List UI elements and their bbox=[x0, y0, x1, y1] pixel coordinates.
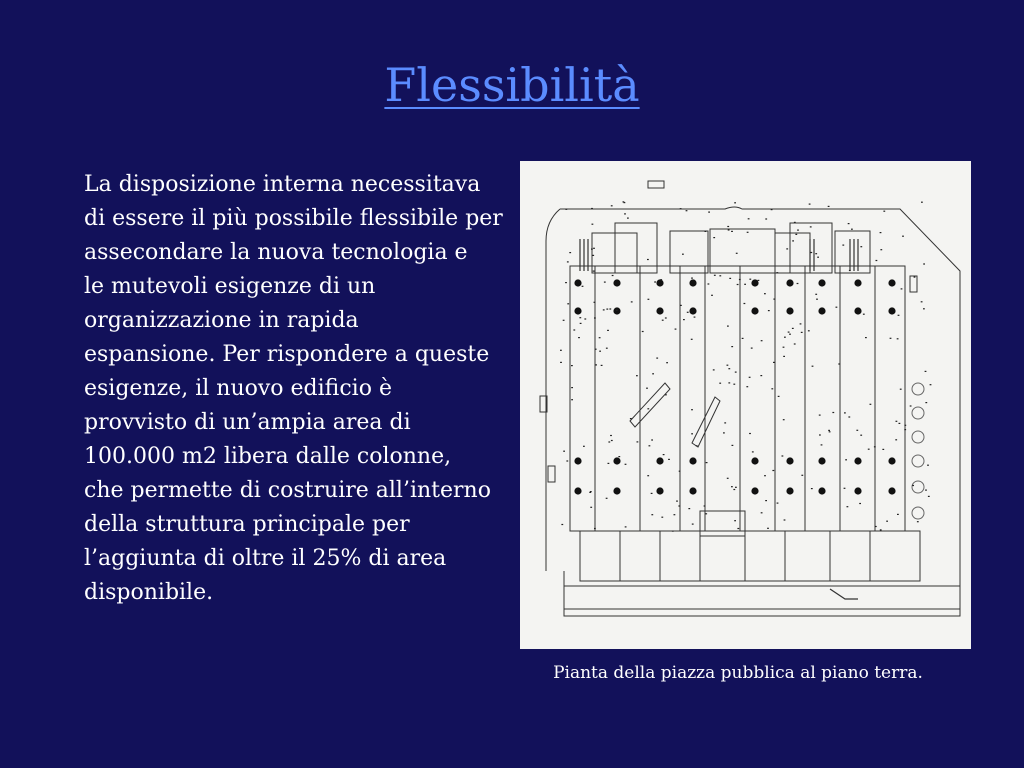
body-line: espansione. Per rispondere a queste bbox=[84, 342, 490, 367]
body-line: organizzazione in rapida bbox=[84, 308, 359, 333]
body-line: della struttura principale per bbox=[84, 512, 410, 537]
body-line: esigenze, il nuovo edificio è bbox=[84, 376, 392, 401]
floor-plan-drawing-icon bbox=[520, 161, 971, 649]
figure-caption: Pianta della piazza pubblica al piano terra. bbox=[553, 663, 923, 683]
floor-plan-image bbox=[520, 161, 971, 649]
body-line: 100.000 m2 libera dalle colonne, bbox=[84, 444, 452, 469]
body-line: l’aggiunta di oltre il 25% di area bbox=[84, 546, 447, 571]
body-line: provvisto di un’ampia area di bbox=[84, 410, 411, 435]
body-line: le mutevoli esigenze di un bbox=[84, 274, 376, 299]
slide-title: Flessibilità bbox=[384, 58, 640, 112]
body-line: La disposizione interna necessitava bbox=[84, 172, 481, 197]
body-line: che permette di costruire all’interno bbox=[84, 478, 491, 503]
body-line: disponibile. bbox=[84, 580, 214, 605]
body-line: di essere il più possibile flessibile per bbox=[84, 206, 503, 231]
body-paragraph bbox=[84, 168, 514, 610]
body-line: assecondare la nuova tecnologia e bbox=[84, 240, 468, 265]
